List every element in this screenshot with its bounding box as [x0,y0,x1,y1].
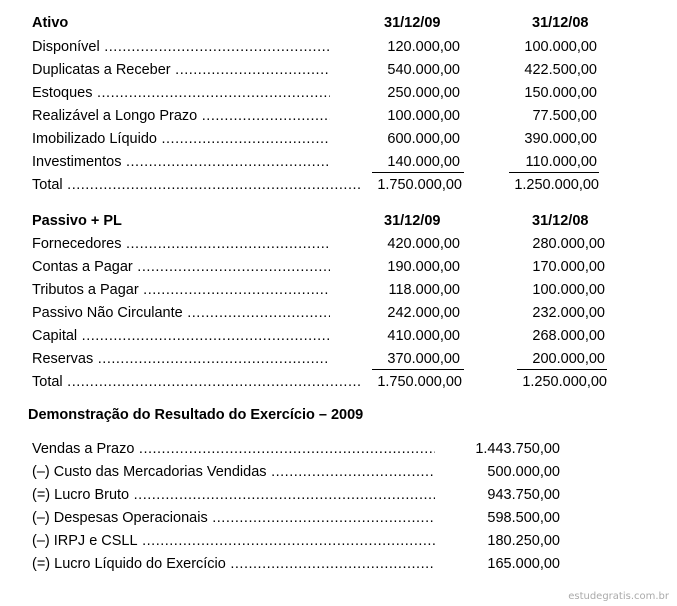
ativo-row-value-2009: 140.000,00 [387,154,460,170]
ativo-row-value-2009: 250.000,00 [387,85,460,101]
dre-row-value: 180.250,00 [487,533,560,549]
passivo-row-value-2009: 420.000,00 [387,236,460,252]
dre-row-value: 500.000,00 [487,464,560,480]
passivo-total-2008: 1.250.000,00 [522,374,607,390]
ativo-row-label: Estoques ..... [32,84,330,102]
ativo-total-2008: 1.250.000,00 [514,177,599,193]
passivo-row-value-2009: 370.000,00 [387,351,460,367]
passivo-subtotal-underline-2008 [517,369,607,370]
ativo-row-label: Imobilizado Líquido ..... [32,130,330,148]
ativo-row-value-2008: 100.000,00 [524,39,597,55]
dre-row-value: 943.750,00 [487,487,560,503]
dre-row-value: 165.000,00 [487,556,560,572]
dre-row-label: (=) Lucro Bruto ..... [32,486,435,504]
passivo-row-value-2008: 268.000,00 [532,328,605,344]
passivo-row-label: Capital ..... [32,327,330,345]
passivo-row-value-2009: 190.000,00 [387,259,460,275]
ativo-row-value-2009: 100.000,00 [387,108,460,124]
ativo-row-value-2008: 390.000,00 [524,131,597,147]
passivo-row-value-2009: 118.000,00 [388,282,460,298]
passivo-row-value-2009: 410.000,00 [387,328,460,344]
ativo-col-2008: 31/12/08 [532,15,589,31]
ativo-title: Ativo [32,15,69,31]
dre-title: Demonstração do Resultado do Exercício – 2009 [28,407,364,423]
passivo-row-label: Reservas ..... [32,350,330,368]
ativo-row-value-2008: 150.000,00 [524,85,597,101]
passivo-col-2008: 31/12/08 [532,213,589,229]
passivo-total-label: Total ..... [32,373,362,391]
passivo-row-value-2008: 100.000,00 [532,282,605,298]
ativo-subtotal-underline-2008 [509,172,599,173]
ativo-row-value-2009: 120.000,00 [387,39,460,55]
ativo-row-label: Duplicatas a Receber ..... [32,61,330,79]
ativo-row-value-2009: 600.000,00 [387,131,460,147]
watermark: estudegratis.com.br [568,591,669,602]
dre-row-label: (–) Custo das Mercadorias Vendidas ..... [32,463,435,481]
passivo-total-2009: 1.750.000,00 [377,374,462,390]
ativo-subtotal-underline-2009 [372,172,464,173]
dre-row-label: (–) IRPJ e CSLL ..... [32,532,435,550]
ativo-row-value-2008: 422.500,00 [524,62,597,78]
passivo-row-label: Fornecedores ..... [32,235,330,253]
passivo-row-value-2008: 200.000,00 [532,351,605,367]
passivo-row-value-2008: 170.000,00 [532,259,605,275]
passivo-row-value-2008: 232.000,00 [532,305,605,321]
ativo-row-value-2008: 110.000,00 [525,154,597,170]
ativo-row-label: Realizável a Longo Prazo ..... [32,107,330,125]
dre-row-value: 598.500,00 [487,510,560,526]
ativo-row-value-2008: 77.500,00 [532,108,597,124]
dre-row-value: 1.443.750,00 [475,441,560,457]
ativo-total-2009: 1.750.000,00 [377,177,462,193]
dre-row-label: Vendas a Prazo ..... [32,440,435,458]
dre-row-label: (–) Despesas Operacionais ..... [32,509,435,527]
ativo-col-2009: 31/12/09 [384,15,441,31]
passivo-row-value-2008: 280.000,00 [532,236,605,252]
passivo-row-label: Passivo Não Circulante ..... [32,304,330,322]
ativo-row-value-2009: 540.000,00 [387,62,460,78]
passivo-subtotal-underline-2009 [372,369,464,370]
ativo-row-label: Investimentos ..... [32,153,330,171]
passivo-row-value-2009: 242.000,00 [387,305,460,321]
passivo-col-2009: 31/12/09 [384,213,441,229]
ativo-total-label: Total ..... [32,176,362,194]
passivo-title: Passivo + PL [32,213,122,229]
ativo-row-label: Disponível ..... [32,38,330,56]
dre-row-label: (=) Lucro Líquido do Exercício ..... [32,555,435,573]
passivo-row-label: Contas a Pagar ..... [32,258,330,276]
passivo-row-label: Tributos a Pagar ..... [32,281,330,299]
